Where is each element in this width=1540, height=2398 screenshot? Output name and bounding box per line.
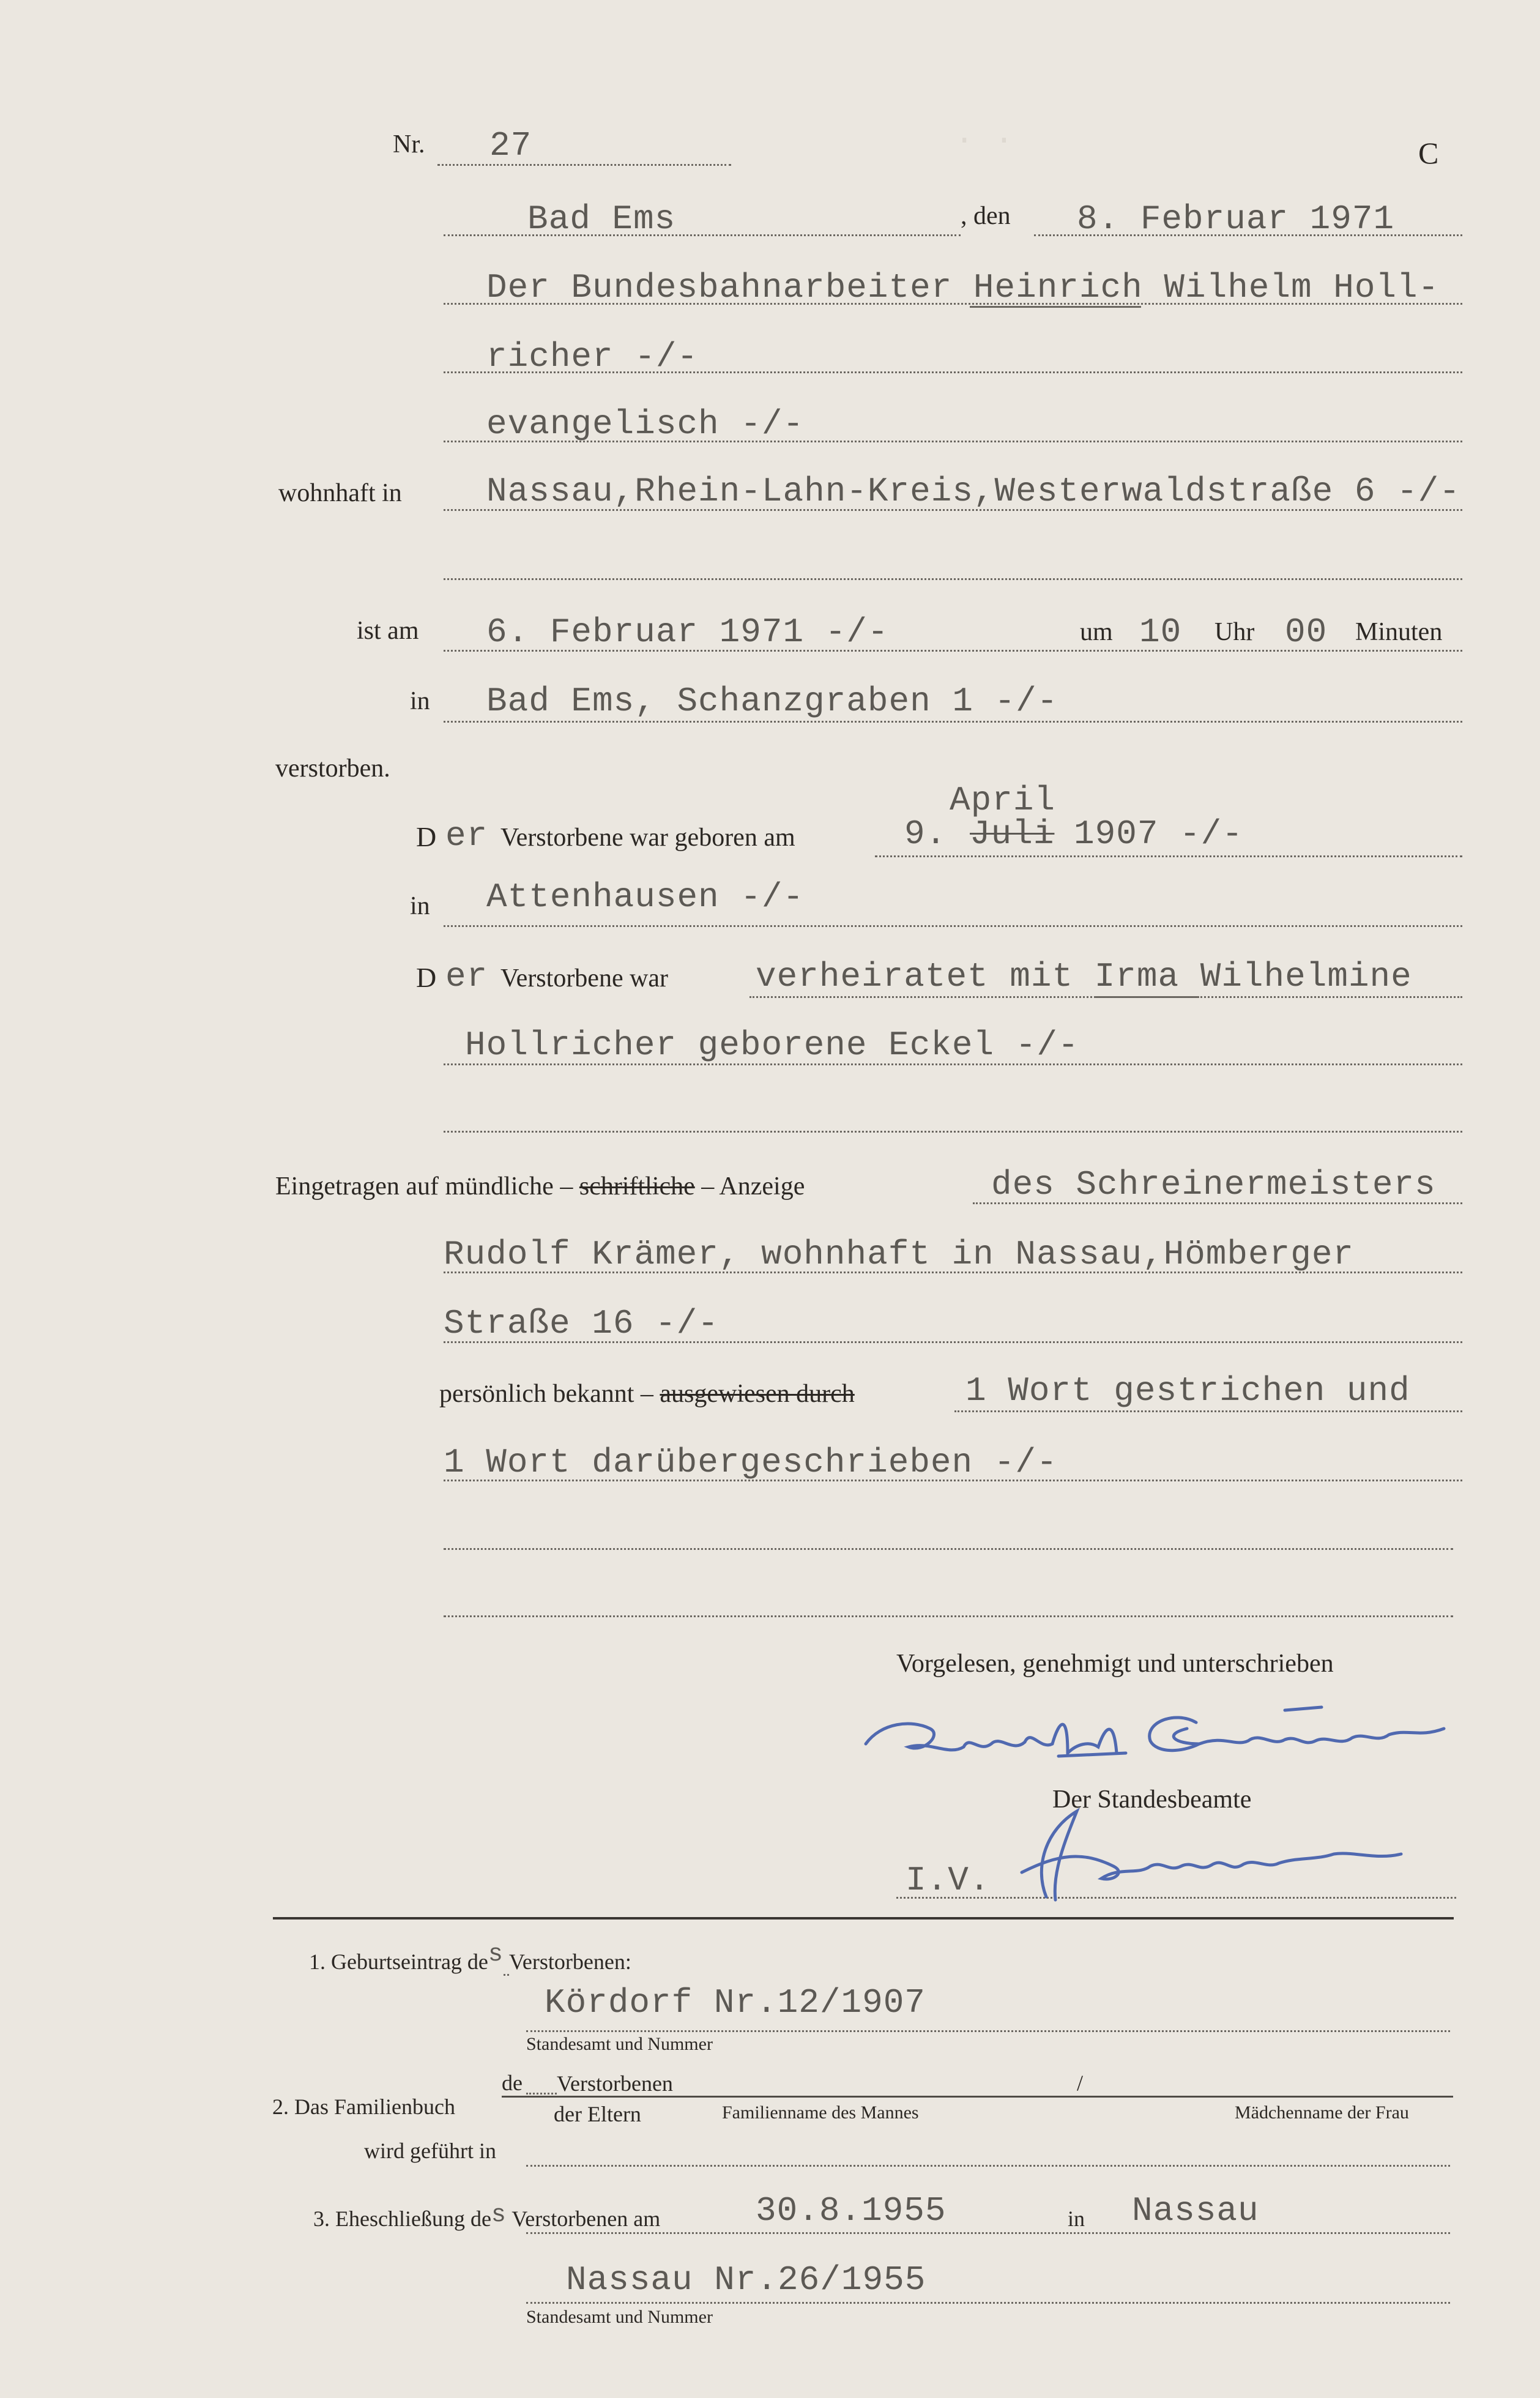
death-date-rule [444, 650, 1462, 652]
known-rule [954, 1410, 1462, 1412]
registration-text-1: des Schreinermeisters [991, 1165, 1436, 1204]
birth-label: Verstorbene war geboren am [500, 824, 795, 852]
item3-in: in [1068, 2206, 1085, 2231]
birth-in-label: in [410, 892, 430, 920]
birth-month-inserted: April [950, 781, 1056, 820]
registrar-signature [1010, 1774, 1487, 1915]
maedchenname-label: Mädchenname der Frau [1235, 2102, 1409, 2123]
marriage-line-2: Hollricher geborene Eckel -/- [465, 1026, 1079, 1065]
form-letter: C [1418, 136, 1439, 170]
item2-eltern: der Eltern [554, 2102, 641, 2126]
marriage-rule-2 [444, 1063, 1462, 1065]
blank-rule-1 [444, 578, 1462, 580]
birth-er-typed: er [445, 816, 488, 855]
iv-label: I.V. [906, 1861, 991, 1900]
person-line-1: Der Bundesbahnarbeiter Heinrich Wilhelm Holl- [486, 268, 1440, 307]
known-rule-2 [444, 1480, 1462, 1481]
den-label: , den [961, 202, 1011, 230]
marriage-label: Verstorbene war [500, 964, 669, 992]
in-label: in [410, 687, 430, 715]
blank-rule-3 [444, 1548, 1453, 1550]
item3-rule-2 [526, 2302, 1450, 2304]
date-value: 8. Februar 1971 [1077, 199, 1395, 239]
death-place-value: Bad Ems, Schanzgraben 1 -/- [486, 682, 1058, 721]
wohnhaft-label: wohnhaft in [278, 479, 402, 507]
known-text: 1 Wort gestrichen und [965, 1371, 1410, 1410]
person-line-2-rule [444, 371, 1462, 373]
registration-text-3: Straße 16 -/- [444, 1304, 719, 1343]
marriage-er-typed: er [445, 957, 488, 996]
item3-s: s [491, 2202, 507, 2229]
known-crossed: ausgewiesen durch [660, 1380, 855, 1408]
item3-label: 3. Eheschließung des Verstorbenen am [313, 2202, 661, 2231]
religion-rule [444, 441, 1462, 442]
registration-label-a: Eingetragen auf mündliche – schriftliche – Anzeige [275, 1172, 805, 1201]
birth-date-rule [875, 855, 1462, 857]
hour-value: 10 [1139, 613, 1182, 652]
wird-gefuehrt-label: wird geführt in [364, 2139, 496, 2163]
nr-value: 27 [489, 126, 532, 165]
address-value: Nassau,Rhein-Lahn-Kreis,Westerwaldstraße 6 -/- [486, 472, 1460, 511]
item2-verstorbenen: Verstorbenen [557, 2071, 673, 2096]
bleed-through-text: · · [954, 122, 1014, 160]
item2-rule [502, 2096, 1453, 2098]
nr-line [437, 164, 731, 166]
nr-label: Nr. [393, 130, 425, 158]
birth-place-value: Attenhausen -/- [486, 877, 805, 917]
death-place-rule [444, 721, 1462, 723]
item3-date: 30.8.1955 [756, 2191, 947, 2230]
marriage-d-label: D [416, 962, 437, 993]
ist-am-label: ist am [357, 617, 419, 645]
official-label: Der Standesbeamte [1052, 1785, 1252, 1814]
underline-heinrich [970, 306, 1141, 308]
birth-place-rule [444, 925, 1462, 927]
blank-rule-2 [444, 1131, 1462, 1133]
known-text-2: 1 Wort darübergeschrieben -/- [444, 1443, 1058, 1482]
item1-rule [526, 2030, 1450, 2032]
item1-label: 1. Geburtseintrag des Verstorbenen: [309, 1951, 631, 1976]
marriage-line-1: verheiratet mit Irma Wilhelmine [756, 957, 1412, 996]
birth-year: 1907 -/- [1074, 814, 1243, 854]
item3-value: Nassau Nr.26/1955 [566, 2260, 926, 2299]
address-rule [444, 509, 1462, 511]
item1-s: s [488, 1941, 504, 1968]
birth-day: 9. [904, 814, 947, 854]
um-label: um [1080, 618, 1113, 646]
standesamt-label-1: Standesamt und Nummer [526, 2034, 713, 2054]
minutes-value: 00 [1285, 613, 1328, 652]
uhr-label: Uhr [1215, 618, 1255, 646]
read-approved-label: Vorgelesen, genehmigt und unterschrieben [896, 1650, 1334, 1678]
minuten-label: Minuten [1355, 618, 1443, 646]
item3-rule [526, 2232, 1450, 2234]
item3-place: Nassau [1132, 2191, 1259, 2230]
place-value: Bad Ems [527, 199, 676, 239]
item2-slash: / [1077, 2071, 1084, 2095]
item2-rule-2 [526, 2165, 1450, 2167]
blank-rule-4 [444, 1615, 1453, 1617]
registration-rule-1 [973, 1202, 1462, 1204]
place-line [444, 234, 961, 236]
known-label: persönlich bekannt – ausgewiesen durch [439, 1380, 855, 1408]
birth-d-label: D [416, 821, 437, 852]
person-line-1-rule [444, 303, 1462, 305]
person-line-2: richer -/- [486, 337, 699, 376]
registration-text-2: Rudolf Krämer, wohnhaft in Nassau,Hömberger [444, 1235, 1355, 1274]
informant-signature [857, 1686, 1499, 1784]
item1-value: Kördorf Nr.12/1907 [545, 1983, 926, 2022]
verstorben-label: verstorben. [275, 754, 390, 783]
birth-month-crossed: Juli [970, 814, 1055, 854]
registration-rule-2 [444, 1272, 1462, 1273]
section-separator [273, 1917, 1454, 1920]
familienname-label: Familienname des Mannes [722, 2102, 919, 2123]
standesamt-label-2: Standesamt und Nummer [526, 2307, 713, 2327]
marriage-rule-1 [750, 996, 1462, 998]
date-line [1034, 234, 1462, 236]
religion-value: evangelisch -/- [486, 404, 805, 444]
item2-de-rule [526, 2093, 557, 2095]
registration-crossed: schriftliche [579, 1172, 695, 1201]
item2-de: de [502, 2071, 523, 2095]
death-date-value: 6. Februar 1971 -/- [486, 613, 889, 652]
item2-label: 2. Das Familienbuch [272, 2095, 455, 2119]
registration-rule-3 [444, 1341, 1462, 1343]
